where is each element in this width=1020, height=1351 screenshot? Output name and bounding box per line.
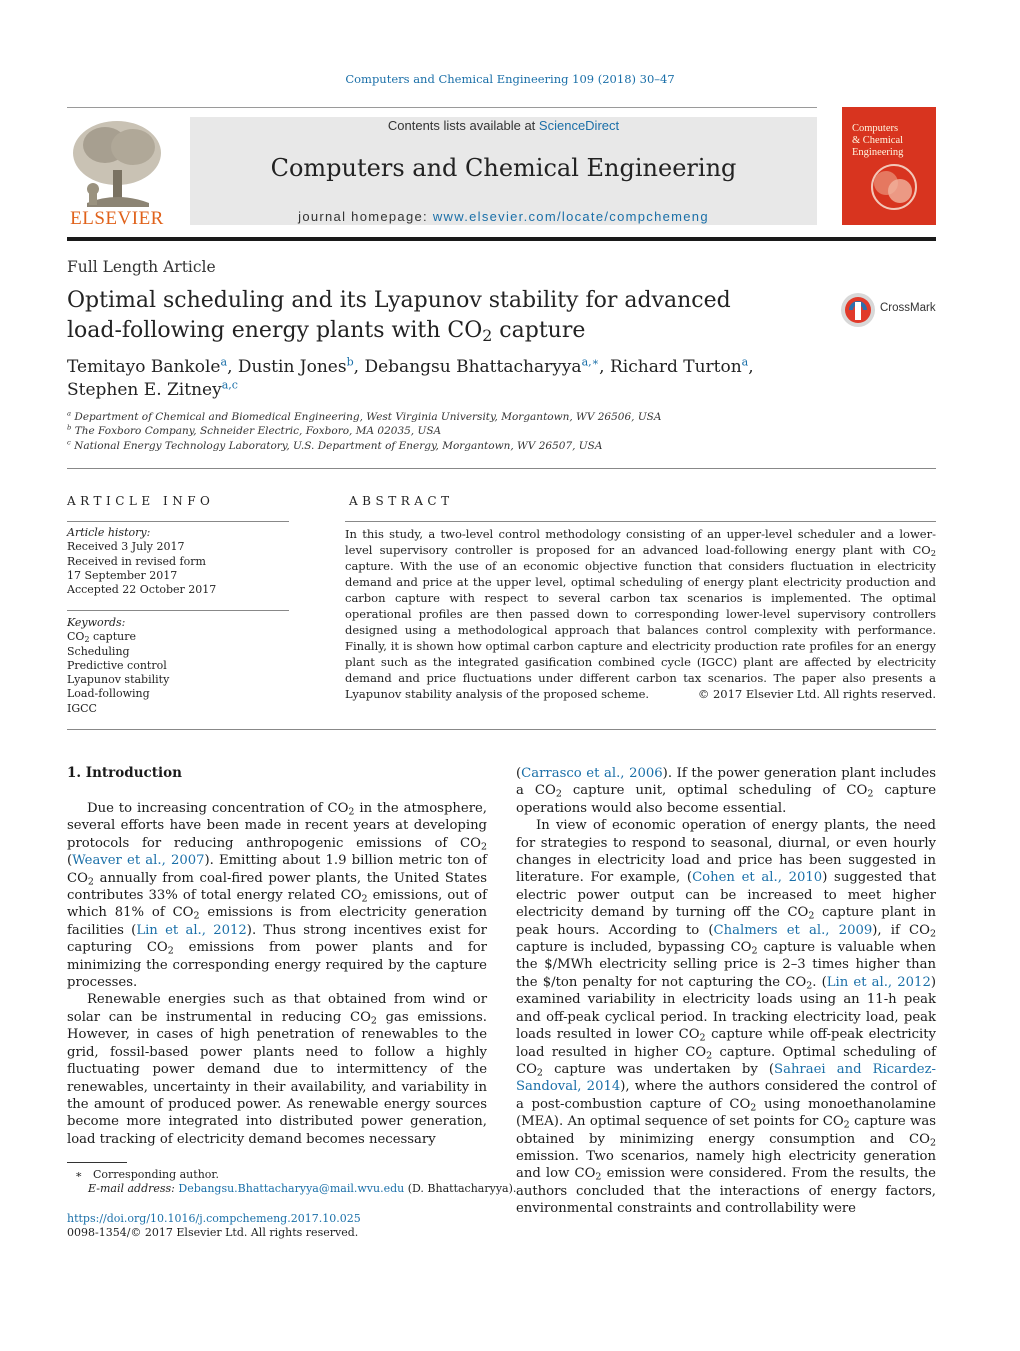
citation-link[interactable]: Lin et al., 2012 [136,922,247,938]
citation-link[interactable]: Chalmers et al., 2009 [713,922,873,938]
affiliation-divider [67,468,936,469]
email-link[interactable]: Debangsu.Bhattacharyya@mail.wvu.edu [178,1182,405,1195]
cover-title-line: & Chemical [852,135,904,146]
author-name[interactable]: Dustin Jones [237,357,347,377]
author-list: Temitayo Bankole$^a$, Dustin Jones$^b$, Debangsu Bhattacharyya$^{a,∗}$, Richard Turton$^a$, Stephen E. Zitney$^{a,c}$ [67,355,754,400]
author-affil-mark[interactable]: a [741,355,749,369]
citation-link[interactable]: Lin et al., 2012 [826,974,931,990]
citation-link[interactable]: Cohen et al., 2010 [692,870,823,886]
author-affil-mark[interactable]: a,c [221,378,238,392]
article-info-heading: ARTICLE INFO [67,494,215,508]
paragraph: Due to increasing concentration of $CO_2$ in the atmosphere, several efforts have been made in recent years at developing protocols for reducing anthropogenic emissions of $CO_2$ (Weaver et al., 2007). Emitting about 1.9 billion metric ton of $CO_2$ annually from coal-fired power plants, the United States contributes 33% of total energy related $CO_2$ emissions, out of which 81% of $CO_2$ emissions is from electricity generation facilities (Lin et al., 2012). Thus strong incentives exist for capturing $CO_2$ emissions from power plants and for minimizing the corresponding energy required by the capture processes. [67,801,487,991]
paragraph: Renewable energies such as that obtained from wind or solar can be instrumental in reducing $CO_2$ gas emissions. However, in cases of high penetration of renewables to the grid, fossil-based power plants need to follow a highly fluctuating power demand due to intermittency of the renewables, uncertainty in their availability, and variability in the amount of produced power. As renewable energy sources become more integrated into distributed power generation, load tracking of electricity demand becomes necessary [67,992,487,1147]
abstract-heading: ABSTRACT [349,494,454,508]
article-title [67,286,787,346]
history-item: 17 September 2017 [67,568,178,582]
history-item: Received 3 July 2017 [67,540,185,554]
footnote-rule [67,1162,127,1163]
section-heading-introduction: 1. Introduction [67,765,182,781]
keywords-rule [67,610,289,611]
header-rule [67,107,817,108]
keyword: Lyapunov stability [67,673,170,687]
homepage-prefix: journal homepage: [298,209,428,224]
body-right-column [516,765,936,1218]
title-line-2: load-following energy plants with $CO_2$ capture [67,318,586,345]
affiliation: $^a$ Department of Chemical and Biomedical Engineering, West Virginia University, Morgantown, WV 26506, USA [67,409,662,423]
abstract-text: In this study, a two-level control methodology consisting of an upper-level scheduler and a lower-level supervisory controller is proposed for an advanced load-following energy plant with $CO_2$ capture. With the use of an economic objective function that considers fluctuation in electricity demand and price at the upper level, optimal scheduling of energy plant electricity production and carbon capture with respect to several carbon tax scenarios is implemented. The optimal operational profiles are then passed down to corresponding lower-level supervisory controllers designed using a methodological approach that balances control complexity with performance. Finally, it is shown how optimal carbon capture and electricity production rate profiles for an energy plant such as the integrated gasification combined cycle (IGCC) plant are affected by electricity demand and price fluctuations under different carbon tax scenarios. The paper also presents a Lyapunov stability analysis of the proposed scheme. [345,527,936,701]
cover-title [852,123,903,159]
citation-link[interactable]: Sahraei and Ricardez-Sandoval, 2014 [516,1061,936,1095]
keyword: IGCC [67,701,97,715]
article-info-rule [67,521,289,522]
keywords-list [67,616,289,716]
abstract-rule [345,521,936,522]
crossmark-badge[interactable] [840,292,940,328]
author-name[interactable]: Temitayo Bankole [67,357,221,377]
author-name[interactable]: Richard Turton [609,357,742,377]
keyword: Predictive control [67,658,167,672]
homepage-link[interactable]: www.elsevier.com/locate/compchemeng [432,209,709,224]
author-affil-mark[interactable]: b [346,355,354,369]
citation-link[interactable]: Weaver et al., 2007 [72,853,205,869]
cover-title-line: Engineering [852,147,904,158]
author-name[interactable]: Stephen E. Zitney [67,380,222,400]
issn-line: 0098-1354/© 2017 Elsevier Ltd. All rights reserved. [67,1226,359,1239]
author-affil-mark[interactable]: a,∗ [581,355,600,369]
affiliation: $^c$ National Energy Technology Laboratory, U.S. Department of Energy, Morgantown, WV 26507, USA [67,438,603,452]
corresponding-author-note: ∗ Corresponding author. [75,1168,219,1181]
affiliation: $^b$ The Foxboro Company, Schneider Electric, Foxboro, MA 02035, USA [67,423,442,437]
cover-title-line: Computers [852,123,899,134]
paragraph: In view of economic operation of energy plants, the need for strategies to respond to seasonal, diurnal, or even hourly changes in electricity load and price has been suggested in literature. For example, (Cohen et al., 2010) suggested that electric power output can be increased to meet higher electricity demand by turning off the $CO_2$ capture plant in peak hours. According to (Chalmers et al., 2009), if $CO_2$ capture is included, bypassing $CO_2$ capture is valuable when the $/MWh electricity selling price is 2–3 times higher than the $/ton penalty for not capturing the $CO_2$. (Lin et al., 2012) examined variability in electricity loads using an 11-h peak and off-peak cyclical period. In tracking electricity load, peak loads resulted in lower $CO_2$ capture while off-peak electricity load resulted in higher $CO_2$ capture. Optimal scheduling of $CO_2$ capture was undertaken by (Sahraei and Ricardez-Sandoval, 2014), where the authors considered the control of a post-combustion capture of $CO_2$ using monoethanolamine (MEA). An optimal sequence of set points for $CO_2$ capture was obtained by minimizing energy consumption and $CO_2$ emission. Two scenarios, namely high electricity generation and low $CO_2$ emission were considered. From the results, the authors concluded that the interactions of energy factors, environmental constraints and controllability were [516,818,937,1217]
journal-cover-image[interactable] [842,107,936,225]
citation-link[interactable]: Carrasco et al., 2006 [521,766,663,781]
body-left-column [67,800,487,1148]
author-affil-mark[interactable]: a [220,355,228,369]
email-note: E-mail address: Debangsu.Bhattacharyya@mail.wvu.edu (D. Bhattacharyya). [88,1182,517,1195]
article-history [67,526,289,597]
contents-line [190,118,817,133]
crossmark-label: CrossMark [880,302,936,314]
paragraph: (Carrasco et al., 2006). If the power generation plant includes a $CO_2$ capture unit, optimal scheduling of $CO_2$ capture operations would also become essential. [516,766,936,816]
cover-artwork [868,161,920,213]
elsevier-logo-text: ELSEVIER [70,208,164,229]
abstract-copyright: © 2017 Elsevier Ltd. All rights reserved. [697,687,936,701]
keyword: $CO_2$ capture [67,630,136,645]
sciencedirect-link[interactable]: ScienceDirect [538,118,620,133]
doi-link[interactable]: https://doi.org/10.1016/j.compchemeng.2017.10.025 [67,1212,361,1225]
history-label: Article history: [67,526,151,539]
contents-prefix: Contents lists available at [387,118,536,133]
keywords-label: Keywords: [67,616,126,629]
abstract-divider [67,729,936,730]
header-divider [67,237,936,241]
keyword: Load-following [67,687,150,701]
crossmark-icon [840,292,876,328]
journal-homepage [190,209,817,224]
author-name[interactable]: Debangsu Bhattacharyya [364,357,582,377]
journal-title: Computers and Chemical Engineering [270,154,737,182]
keyword: Scheduling [67,644,130,658]
journal-citation-link[interactable]: Computers and Chemical Engineering 109 (2018) 30–47 [345,72,675,86]
title-line-1: Optimal scheduling and its Lyapunov stability for advanced [67,288,731,313]
history-item: Accepted 22 October 2017 [67,583,217,597]
history-item: Received in revised form [67,554,206,568]
article-type: Full Length Article [67,258,216,276]
